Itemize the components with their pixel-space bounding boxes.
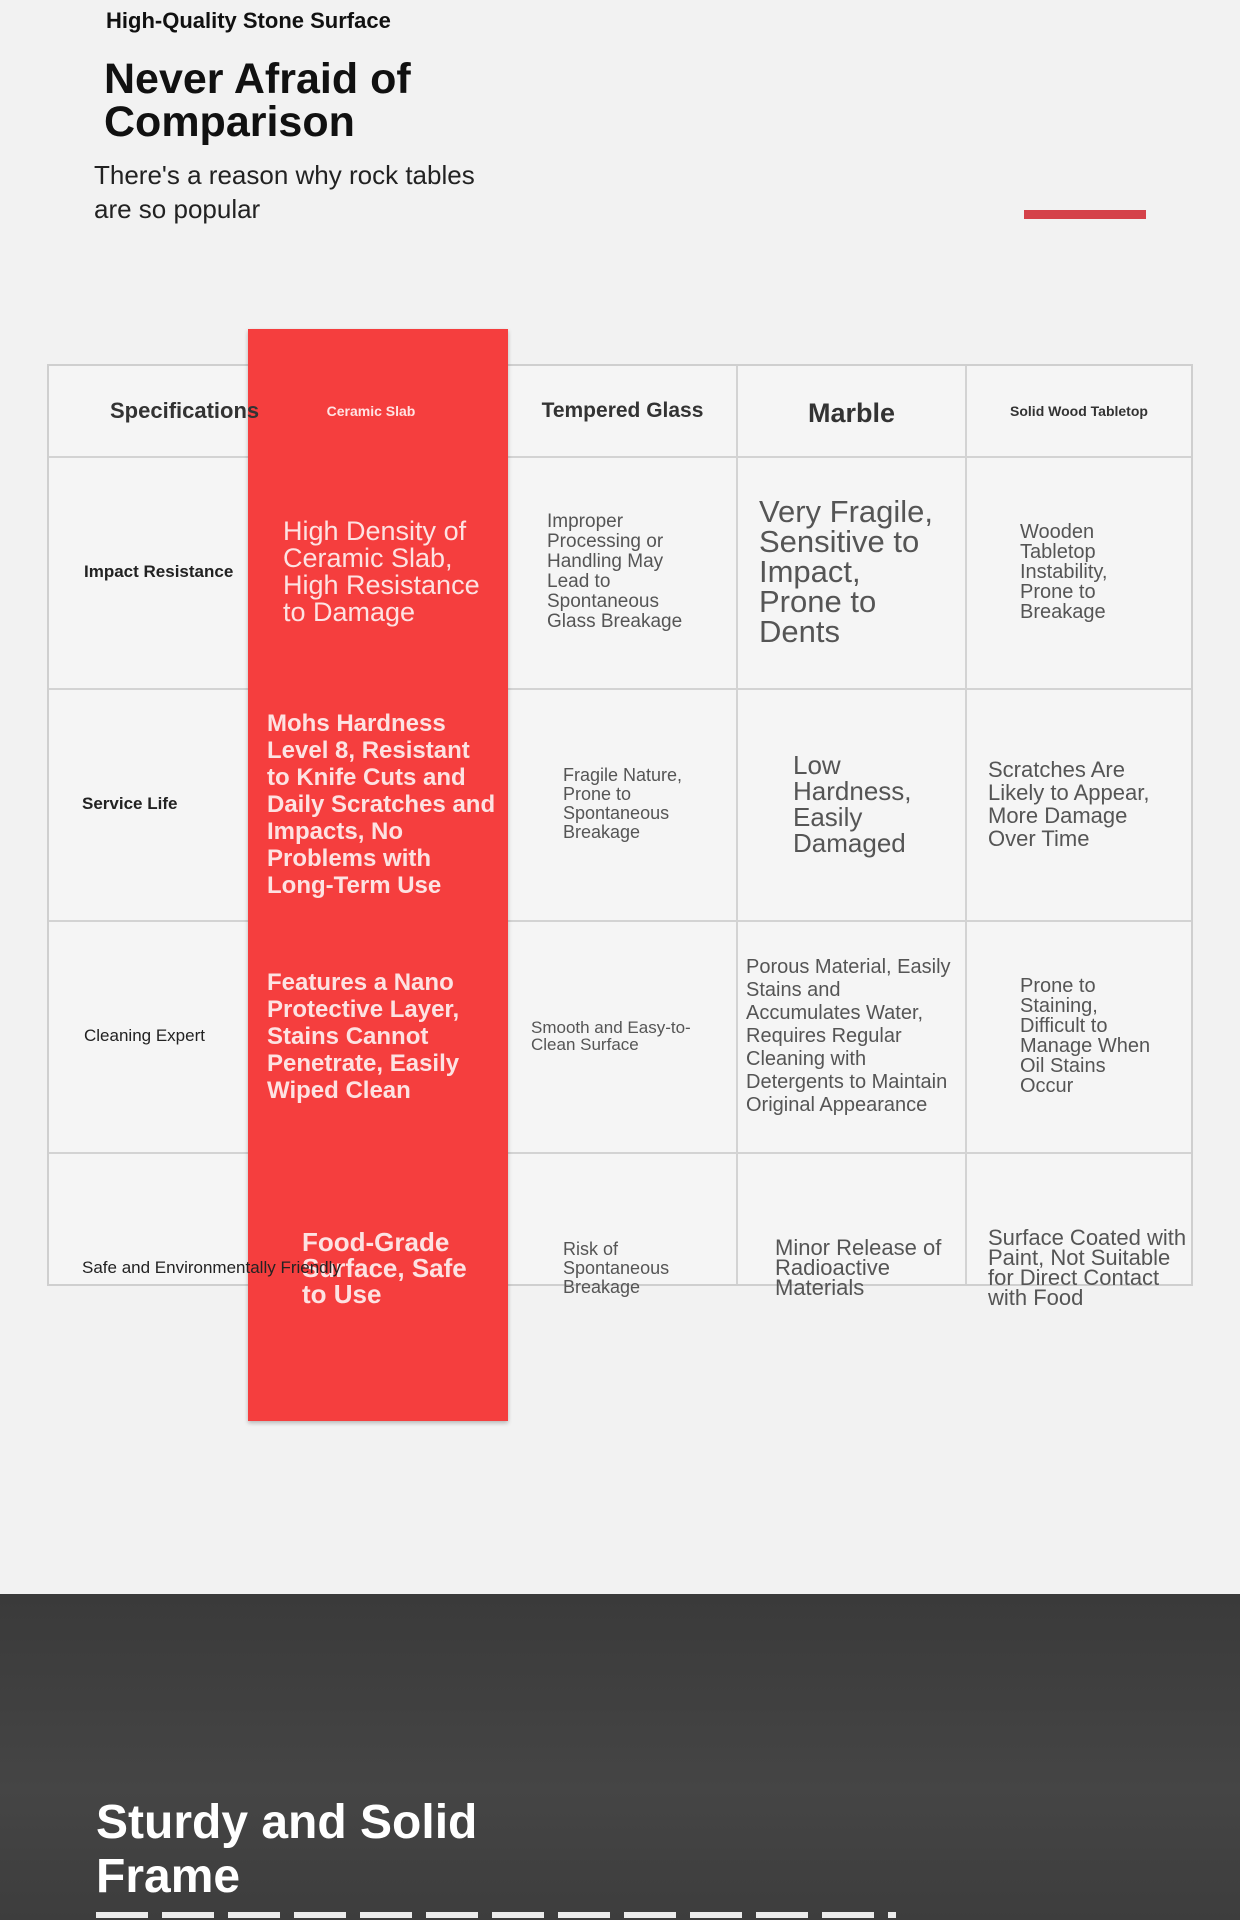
- cell-glass-impact: Improper Processing or Handling May Lead to Spontaneous Glass Breakage: [547, 511, 683, 632]
- decorative-text-bleed: [96, 1902, 896, 1920]
- cell-marble-safety: Minor Release of Radioactive Materials: [775, 1235, 942, 1300]
- subheading: There's a reason why rock tables are so popular: [94, 160, 475, 224]
- page-title: Never Afraid of Comparison: [104, 55, 411, 146]
- row-label-impact-resistance: Impact Resistance: [84, 562, 234, 581]
- cell-ceramic-service-life: Mohs Hardness Level 8, Resistant to Knife Cuts and Daily Scratches and Impacts, No Problems with Long-Term Use: [267, 709, 496, 899]
- cell-wood-cleaning: Prone to Staining, Difficult to Manage When Oil Stains Occur: [1020, 975, 1151, 1097]
- row-label-cleaning-expert: Cleaning Expert: [84, 1026, 205, 1045]
- cell-glass-cleaning: Smooth and Easy-to-Clean Surface: [531, 1018, 691, 1054]
- cell-marble-impact: Very Fragile, Sensitive to Impact, Prone to Dents: [759, 494, 934, 649]
- cell-wood-service-life: Scratches Are Likely to Appear, More Damage Over Time: [988, 757, 1150, 851]
- cell-ceramic-safety: Food-Grade Surface, Safe to Use: [302, 1227, 467, 1309]
- accent-divider: [1024, 210, 1146, 219]
- cell-ceramic-cleaning: Features a Nano Protective Layer, Stains Cannot Penetrate, Easily Wiped Clean: [267, 968, 460, 1104]
- cell-glass-service-life: Fragile Nature, Prone to Spontaneous Breakage: [563, 765, 683, 842]
- row-label-service-life: Service Life: [82, 794, 178, 813]
- eyebrow-text: High-Quality Stone Surface: [106, 8, 391, 33]
- cell-marble-service-life: Low Hardness, Easily Damaged: [793, 750, 912, 858]
- cell-glass-safety: Risk of Spontaneous Breakage: [563, 1238, 670, 1297]
- header-specifications: Specifications: [110, 398, 260, 423]
- column-divider: [736, 366, 738, 1284]
- frame-section-title: Sturdy and Solid Frame: [96, 1796, 478, 1903]
- column-divider: [965, 366, 967, 1284]
- cell-wood-impact: Wooden Tabletop Instability, Prone to Breakage: [1020, 521, 1108, 623]
- header-marble: Marble: [807, 397, 896, 428]
- header-solid-wood: Solid Wood Tabletop: [1010, 403, 1148, 419]
- row-label-safe-environment: Safe and Environmentally Friendly: [82, 1258, 341, 1277]
- header-ceramic-slab: Ceramic Slab: [326, 403, 416, 419]
- cell-marble-cleaning: Porous Material, Easily Stains and Accumulates Water, Requires Regular Cleaning with Detergents to Maintain Original Appearance: [746, 955, 951, 1116]
- cell-wood-safety: Surface Coated with Paint, Not Suitable for Direct Contact with Food: [988, 1225, 1187, 1310]
- header-tempered-glass: Tempered Glass: [541, 399, 704, 422]
- cell-ceramic-impact: High Density of Ceramic Slab, High Resistance to Damage: [283, 516, 480, 627]
